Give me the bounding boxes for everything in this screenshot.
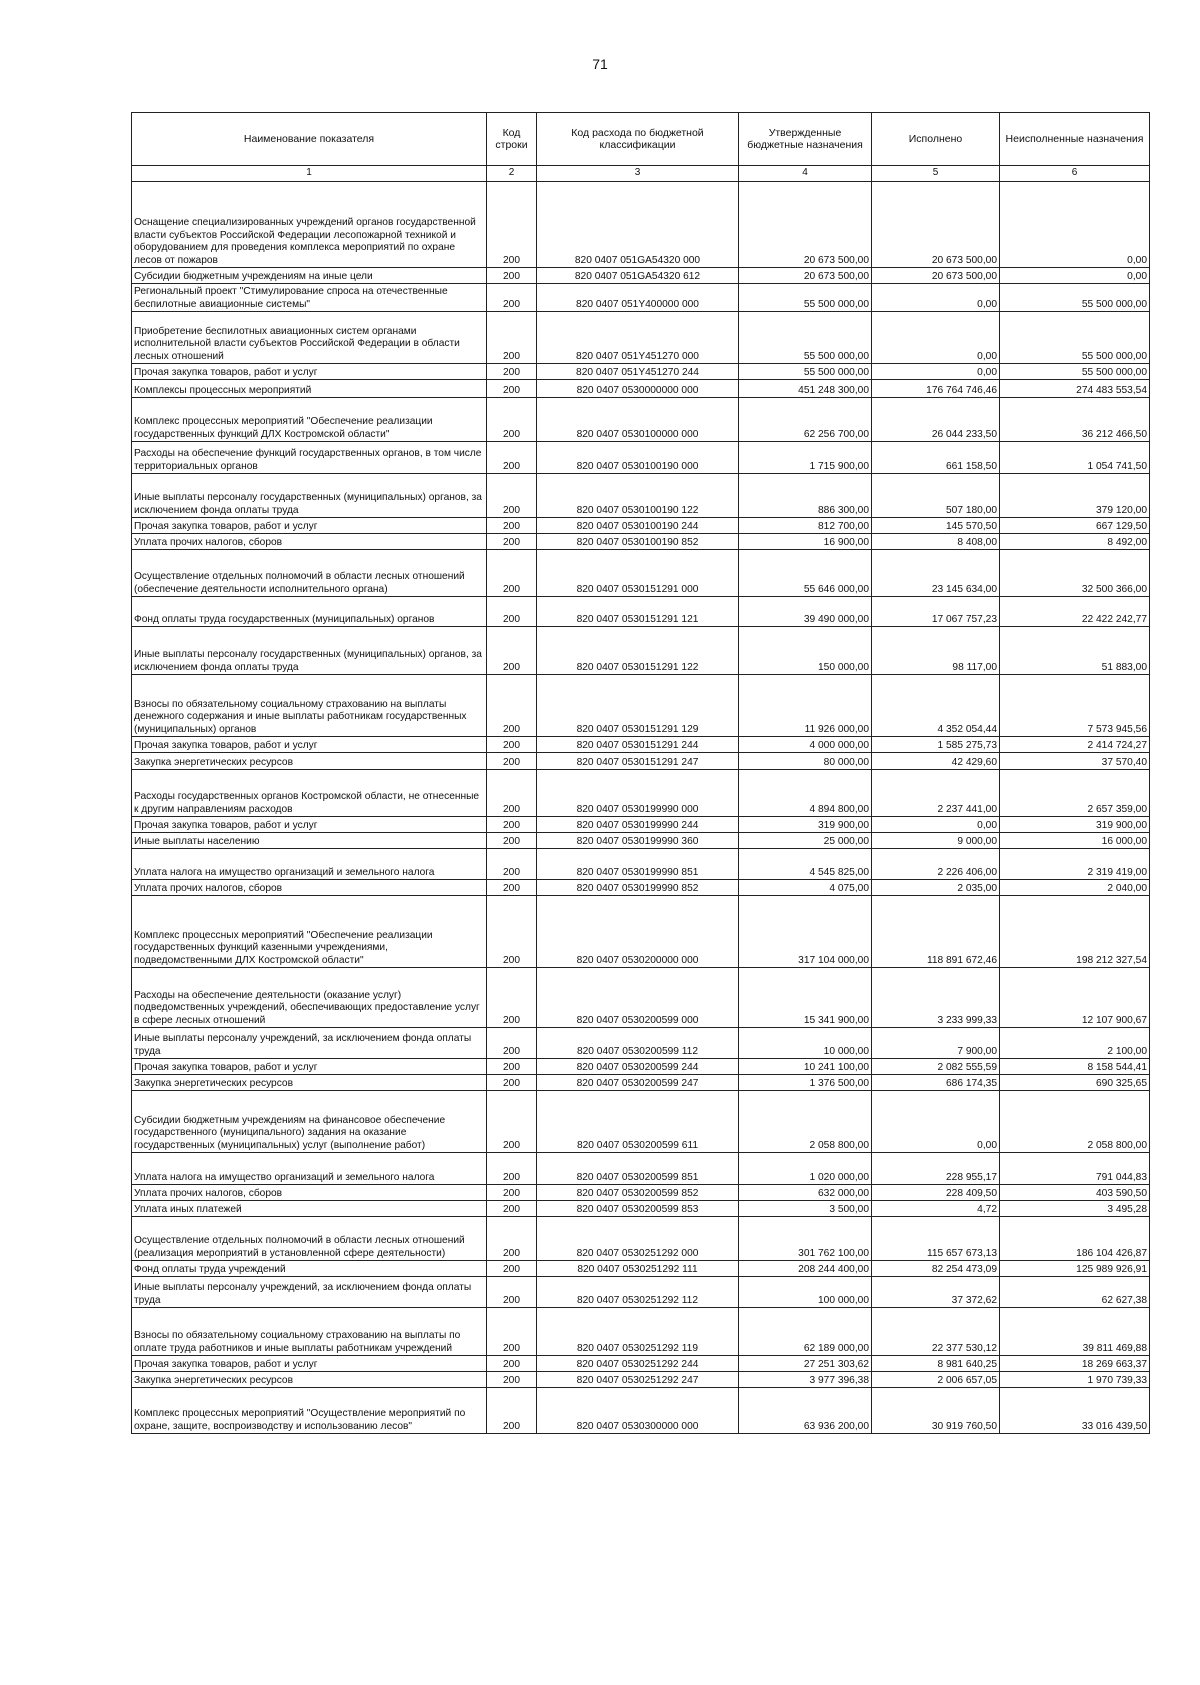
line-code: 200 xyxy=(487,770,537,817)
approved-amount: 812 700,00 xyxy=(739,518,872,534)
approved-amount: 20 673 500,00 xyxy=(739,268,872,284)
table-row xyxy=(132,474,1150,518)
budget-code: 820 0407 0530199990 244 xyxy=(537,817,739,833)
table-row xyxy=(132,817,1150,833)
column-number-row xyxy=(132,166,1150,182)
unexecuted-amount: 8 492,00 xyxy=(1000,534,1150,550)
approved-amount: 301 762 100,00 xyxy=(739,1217,872,1261)
unexecuted-amount: 32 500 366,00 xyxy=(1000,550,1150,597)
line-code: 200 xyxy=(487,1372,537,1388)
unexecuted-amount: 36 212 466,50 xyxy=(1000,398,1150,442)
executed-amount: 2 237 441,00 xyxy=(872,770,1000,817)
unexecuted-amount: 0,00 xyxy=(1000,182,1150,268)
table-row xyxy=(132,968,1150,1028)
table-row xyxy=(132,675,1150,737)
budget-code: 820 0407 051Y400000 000 xyxy=(537,284,739,312)
indicator-name: Прочая закупка товаров, работ и услуг xyxy=(132,1059,487,1075)
line-code: 200 xyxy=(487,550,537,597)
line-code: 200 xyxy=(487,1277,537,1308)
budget-code: 820 0407 0530200599 851 xyxy=(537,1153,739,1185)
column-number: 6 xyxy=(1000,166,1150,182)
budget-code: 820 0407 0530200599 853 xyxy=(537,1201,739,1217)
budget-code: 820 0407 051Y451270 000 xyxy=(537,312,739,364)
approved-amount: 10 000,00 xyxy=(739,1028,872,1059)
budget-code: 820 0407 0530151291 121 xyxy=(537,597,739,627)
approved-amount: 100 000,00 xyxy=(739,1277,872,1308)
table-row xyxy=(132,1153,1150,1185)
executed-amount: 507 180,00 xyxy=(872,474,1000,518)
table-row xyxy=(132,534,1150,550)
budget-code: 820 0407 0530151291 000 xyxy=(537,550,739,597)
indicator-name: Осуществление отдельных полномочий в области лесных отношений (обеспечение деятельности исполнительного органа) xyxy=(132,550,487,597)
approved-amount: 20 673 500,00 xyxy=(739,182,872,268)
executed-amount: 4 352 054,44 xyxy=(872,675,1000,737)
budget-code: 820 0407 051GA54320 000 xyxy=(537,182,739,268)
table-row xyxy=(132,833,1150,849)
approved-amount: 16 900,00 xyxy=(739,534,872,550)
unexecuted-amount: 37 570,40 xyxy=(1000,753,1150,770)
budget-code: 820 0407 051Y451270 244 xyxy=(537,364,739,380)
line-code: 200 xyxy=(487,737,537,753)
budget-code: 820 0407 0530151291 244 xyxy=(537,737,739,753)
approved-amount: 3 500,00 xyxy=(739,1201,872,1217)
indicator-name: Иные выплаты персоналу государственных (муниципальных) органов, за исключением фонда оплаты труда xyxy=(132,474,487,518)
approved-amount: 1 020 000,00 xyxy=(739,1153,872,1185)
approved-amount: 80 000,00 xyxy=(739,753,872,770)
line-code: 200 xyxy=(487,1217,537,1261)
indicator-name: Взносы по обязательному социальному страхованию на выплаты по оплате труда работников и иные выплаты работникам учреждений xyxy=(132,1308,487,1356)
executed-amount: 0,00 xyxy=(872,284,1000,312)
line-code: 200 xyxy=(487,1185,537,1201)
indicator-name: Субсидии бюджетным учреждениям на финансовое обеспечение государственного (муниципального) задания на оказание государственных (муниципальных) услуг (выполнение работ) xyxy=(132,1091,487,1153)
column-header: Наименование показателя xyxy=(132,113,487,166)
unexecuted-amount: 186 104 426,87 xyxy=(1000,1217,1150,1261)
approved-amount: 886 300,00 xyxy=(739,474,872,518)
indicator-name: Субсидии бюджетным учреждениям на иные цели xyxy=(132,268,487,284)
budget-code: 820 0407 051GA54320 612 xyxy=(537,268,739,284)
budget-code: 820 0407 0530100190 244 xyxy=(537,518,739,534)
table-row xyxy=(132,364,1150,380)
approved-amount: 11 926 000,00 xyxy=(739,675,872,737)
executed-amount: 661 158,50 xyxy=(872,442,1000,474)
indicator-name: Приобретение беспилотных авиационных систем органами исполнительной власти субъектов Российской Федерации в области лесных отношений xyxy=(132,312,487,364)
unexecuted-amount: 319 900,00 xyxy=(1000,817,1150,833)
executed-amount: 0,00 xyxy=(872,312,1000,364)
executed-amount: 228 409,50 xyxy=(872,1185,1000,1201)
unexecuted-amount: 7 573 945,56 xyxy=(1000,675,1150,737)
line-code: 200 xyxy=(487,1261,537,1277)
indicator-name: Уплата налога на имущество организаций и земельного налога xyxy=(132,849,487,880)
page-number: 71 xyxy=(592,56,608,72)
line-code: 200 xyxy=(487,1075,537,1091)
indicator-name: Прочая закупка товаров, работ и услуг xyxy=(132,518,487,534)
line-code: 200 xyxy=(487,182,537,268)
line-code: 200 xyxy=(487,284,537,312)
executed-amount: 17 067 757,23 xyxy=(872,597,1000,627)
line-code: 200 xyxy=(487,833,537,849)
unexecuted-amount: 1 054 741,50 xyxy=(1000,442,1150,474)
line-code: 200 xyxy=(487,364,537,380)
line-code: 200 xyxy=(487,442,537,474)
indicator-name: Фонд оплаты труда государственных (муниципальных) органов xyxy=(132,597,487,627)
budget-code: 820 0407 0530100190 122 xyxy=(537,474,739,518)
executed-amount: 2 082 555,59 xyxy=(872,1059,1000,1075)
column-number: 5 xyxy=(872,166,1000,182)
approved-amount: 4 894 800,00 xyxy=(739,770,872,817)
indicator-name: Комплекс процессных мероприятий "Обеспечение реализации государственных функций ДЛХ Костромской области" xyxy=(132,398,487,442)
approved-amount: 208 244 400,00 xyxy=(739,1261,872,1277)
executed-amount: 115 657 673,13 xyxy=(872,1217,1000,1261)
table-row xyxy=(132,380,1150,398)
budget-code: 820 0407 0530100190 852 xyxy=(537,534,739,550)
line-code: 200 xyxy=(487,398,537,442)
approved-amount: 1 715 900,00 xyxy=(739,442,872,474)
line-code: 200 xyxy=(487,1153,537,1185)
table-row xyxy=(132,1388,1150,1434)
table-row xyxy=(132,1308,1150,1356)
executed-amount: 42 429,60 xyxy=(872,753,1000,770)
table-body xyxy=(132,182,1150,1434)
table-row xyxy=(132,753,1150,770)
column-header: Код расхода по бюджетной классификации xyxy=(537,113,739,166)
indicator-name: Уплата иных платежей xyxy=(132,1201,487,1217)
executed-amount: 0,00 xyxy=(872,817,1000,833)
line-code: 200 xyxy=(487,380,537,398)
budget-code: 820 0407 0530251292 111 xyxy=(537,1261,739,1277)
executed-amount: 1 585 275,73 xyxy=(872,737,1000,753)
executed-amount: 145 570,50 xyxy=(872,518,1000,534)
approved-amount: 451 248 300,00 xyxy=(739,380,872,398)
line-code: 200 xyxy=(487,849,537,880)
line-code: 200 xyxy=(487,1028,537,1059)
line-code: 200 xyxy=(487,518,537,534)
unexecuted-amount: 2 100,00 xyxy=(1000,1028,1150,1059)
approved-amount: 55 646 000,00 xyxy=(739,550,872,597)
line-code: 200 xyxy=(487,474,537,518)
unexecuted-amount: 55 500 000,00 xyxy=(1000,312,1150,364)
executed-amount: 23 145 634,00 xyxy=(872,550,1000,597)
indicator-name: Прочая закупка товаров, работ и услуг xyxy=(132,1356,487,1372)
unexecuted-amount: 667 129,50 xyxy=(1000,518,1150,534)
table-row xyxy=(132,1372,1150,1388)
line-code: 200 xyxy=(487,1091,537,1153)
line-code: 200 xyxy=(487,968,537,1028)
approved-amount: 39 490 000,00 xyxy=(739,597,872,627)
unexecuted-amount: 62 627,38 xyxy=(1000,1277,1150,1308)
budget-code: 820 0407 0530251292 000 xyxy=(537,1217,739,1261)
approved-amount: 62 189 000,00 xyxy=(739,1308,872,1356)
unexecuted-amount: 16 000,00 xyxy=(1000,833,1150,849)
indicator-name: Иные выплаты персоналу государственных (муниципальных) органов, за исключением фонда оплаты труда xyxy=(132,627,487,675)
approved-amount: 4 075,00 xyxy=(739,880,872,896)
executed-amount: 2 035,00 xyxy=(872,880,1000,896)
unexecuted-amount: 51 883,00 xyxy=(1000,627,1150,675)
table-row xyxy=(132,1356,1150,1372)
budget-code: 820 0407 0530100190 000 xyxy=(537,442,739,474)
table-row xyxy=(132,1185,1150,1201)
line-code: 200 xyxy=(487,597,537,627)
indicator-name: Иные выплаты населению xyxy=(132,833,487,849)
line-code: 200 xyxy=(487,675,537,737)
budget-code: 820 0407 0530251292 247 xyxy=(537,1372,739,1388)
unexecuted-amount: 379 120,00 xyxy=(1000,474,1150,518)
indicator-name: Уплата прочих налогов, сборов xyxy=(132,880,487,896)
indicator-name: Расходы на обеспечение деятельности (оказание услуг) подведомственных учреждений, обеспечивающих предоставление услуг в сфере лесных отношений xyxy=(132,968,487,1028)
indicator-name: Фонд оплаты труда учреждений xyxy=(132,1261,487,1277)
indicator-name: Комплекс процессных мероприятий "Осуществление мероприятий по охране, защите, воспроизводству и использованию лесов" xyxy=(132,1388,487,1434)
unexecuted-amount: 33 016 439,50 xyxy=(1000,1388,1150,1434)
executed-amount: 9 000,00 xyxy=(872,833,1000,849)
indicator-name: Закупка энергетических ресурсов xyxy=(132,1372,487,1388)
budget-code: 820 0407 0530251292 244 xyxy=(537,1356,739,1372)
executed-amount: 8 981 640,25 xyxy=(872,1356,1000,1372)
indicator-name: Прочая закупка товаров, работ и услуг xyxy=(132,817,487,833)
column-header: Неисполненные назначения xyxy=(1000,113,1150,166)
approved-amount: 27 251 303,62 xyxy=(739,1356,872,1372)
line-code: 200 xyxy=(487,1388,537,1434)
indicator-name: Комплексы процессных мероприятий xyxy=(132,380,487,398)
budget-code: 820 0407 0530200599 247 xyxy=(537,1075,739,1091)
approved-amount: 317 104 000,00 xyxy=(739,896,872,968)
executed-amount: 20 673 500,00 xyxy=(872,268,1000,284)
budget-code: 820 0407 0530251292 112 xyxy=(537,1277,739,1308)
unexecuted-amount: 791 044,83 xyxy=(1000,1153,1150,1185)
executed-amount: 20 673 500,00 xyxy=(872,182,1000,268)
approved-amount: 62 256 700,00 xyxy=(739,398,872,442)
line-code: 200 xyxy=(487,880,537,896)
column-number: 3 xyxy=(537,166,739,182)
budget-code: 820 0407 0530200599 112 xyxy=(537,1028,739,1059)
column-header: Код строки xyxy=(487,113,537,166)
table-row xyxy=(132,597,1150,627)
table-row xyxy=(132,398,1150,442)
approved-amount: 4 000 000,00 xyxy=(739,737,872,753)
unexecuted-amount: 55 500 000,00 xyxy=(1000,364,1150,380)
executed-amount: 3 233 999,33 xyxy=(872,968,1000,1028)
unexecuted-amount: 2 657 359,00 xyxy=(1000,770,1150,817)
budget-code: 820 0407 0530200000 000 xyxy=(537,896,739,968)
table-row xyxy=(132,1075,1150,1091)
indicator-name: Уплата налога на имущество организаций и земельного налога xyxy=(132,1153,487,1185)
executed-amount: 22 377 530,12 xyxy=(872,1308,1000,1356)
indicator-name: Расходы государственных органов Костромской области, не отнесенные к другим направлениям расходов xyxy=(132,770,487,817)
line-code: 200 xyxy=(487,753,537,770)
executed-amount: 7 900,00 xyxy=(872,1028,1000,1059)
column-header: Утвержденные бюджетные назначения xyxy=(739,113,872,166)
column-number: 1 xyxy=(132,166,487,182)
executed-amount: 0,00 xyxy=(872,364,1000,380)
unexecuted-amount: 198 212 327,54 xyxy=(1000,896,1150,968)
line-code: 200 xyxy=(487,268,537,284)
indicator-name: Оснащение специализированных учреждений органов государственной власти субъектов Российской Федерации лесопожарной техникой и оборудованием для проведения комплекса мероприятий по охране лесов от пожаров xyxy=(132,182,487,268)
table-row xyxy=(132,1277,1150,1308)
indicator-name: Взносы по обязательному социальному страхованию на выплаты денежного содержания и иные выплаты работникам государственных (муниципальных) органов xyxy=(132,675,487,737)
unexecuted-amount: 18 269 663,37 xyxy=(1000,1356,1150,1372)
approved-amount: 150 000,00 xyxy=(739,627,872,675)
unexecuted-amount: 1 970 739,33 xyxy=(1000,1372,1150,1388)
budget-code: 820 0407 0530100000 000 xyxy=(537,398,739,442)
approved-amount: 1 376 500,00 xyxy=(739,1075,872,1091)
approved-amount: 55 500 000,00 xyxy=(739,284,872,312)
budget-code: 820 0407 0530199990 851 xyxy=(537,849,739,880)
budget-code: 820 0407 0530300000 000 xyxy=(537,1388,739,1434)
line-code: 200 xyxy=(487,1308,537,1356)
indicator-name: Комплекс процессных мероприятий "Обеспечение реализации государственных функций казенными учреждениями, подведомственными ДЛХ Костромской области" xyxy=(132,896,487,968)
indicator-name: Иные выплаты персоналу учреждений, за исключением фонда оплаты труда xyxy=(132,1028,487,1059)
executed-amount: 2 226 406,00 xyxy=(872,849,1000,880)
executed-amount: 4,72 xyxy=(872,1201,1000,1217)
table-row xyxy=(132,770,1150,817)
unexecuted-amount: 0,00 xyxy=(1000,268,1150,284)
table-row xyxy=(132,518,1150,534)
executed-amount: 0,00 xyxy=(872,1091,1000,1153)
indicator-name: Региональный проект "Стимулирование спроса на отечественные беспилотные авиационные системы" xyxy=(132,284,487,312)
table-row xyxy=(132,284,1150,312)
budget-code: 820 0407 0530200599 000 xyxy=(537,968,739,1028)
line-code: 200 xyxy=(487,1059,537,1075)
header-row xyxy=(132,113,1150,166)
table-row xyxy=(132,880,1150,896)
budget-code: 820 0407 0530151291 129 xyxy=(537,675,739,737)
budget-code: 820 0407 0530200599 611 xyxy=(537,1091,739,1153)
approved-amount: 15 341 900,00 xyxy=(739,968,872,1028)
line-code: 200 xyxy=(487,1201,537,1217)
budget-code: 820 0407 0530199990 000 xyxy=(537,770,739,817)
line-code: 200 xyxy=(487,896,537,968)
table-row xyxy=(132,1217,1150,1261)
table-row xyxy=(132,1028,1150,1059)
indicator-name: Прочая закупка товаров, работ и услуг xyxy=(132,737,487,753)
unexecuted-amount: 2 058 800,00 xyxy=(1000,1091,1150,1153)
unexecuted-amount: 2 414 724,27 xyxy=(1000,737,1150,753)
indicator-name: Уплата прочих налогов, сборов xyxy=(132,1185,487,1201)
approved-amount: 3 977 396,38 xyxy=(739,1372,872,1388)
budget-execution-table xyxy=(131,112,1150,1434)
indicator-name: Расходы на обеспечение функций государственных органов, в том числе территориальных органов xyxy=(132,442,487,474)
budget-code: 820 0407 0530200599 852 xyxy=(537,1185,739,1201)
table-row xyxy=(132,550,1150,597)
indicator-name: Закупка энергетических ресурсов xyxy=(132,753,487,770)
unexecuted-amount: 39 811 469,88 xyxy=(1000,1308,1150,1356)
indicator-name: Иные выплаты персоналу учреждений, за исключением фонда оплаты труда xyxy=(132,1277,487,1308)
approved-amount: 2 058 800,00 xyxy=(739,1091,872,1153)
column-number: 2 xyxy=(487,166,537,182)
budget-code: 820 0407 0530000000 000 xyxy=(537,380,739,398)
executed-amount: 82 254 473,09 xyxy=(872,1261,1000,1277)
table-row xyxy=(132,737,1150,753)
table-row xyxy=(132,268,1150,284)
column-header: Исполнено xyxy=(872,113,1000,166)
approved-amount: 10 241 100,00 xyxy=(739,1059,872,1075)
approved-amount: 319 900,00 xyxy=(739,817,872,833)
table-row xyxy=(132,1059,1150,1075)
executed-amount: 686 174,35 xyxy=(872,1075,1000,1091)
table-row xyxy=(132,1261,1150,1277)
line-code: 200 xyxy=(487,817,537,833)
executed-amount: 37 372,62 xyxy=(872,1277,1000,1308)
unexecuted-amount: 690 325,65 xyxy=(1000,1075,1150,1091)
approved-amount: 25 000,00 xyxy=(739,833,872,849)
budget-code: 820 0407 0530151291 122 xyxy=(537,627,739,675)
approved-amount: 4 545 825,00 xyxy=(739,849,872,880)
column-number: 4 xyxy=(739,166,872,182)
approved-amount: 632 000,00 xyxy=(739,1185,872,1201)
executed-amount: 176 764 746,46 xyxy=(872,380,1000,398)
approved-amount: 63 936 200,00 xyxy=(739,1388,872,1434)
indicator-name: Уплата прочих налогов, сборов xyxy=(132,534,487,550)
unexecuted-amount: 12 107 900,67 xyxy=(1000,968,1150,1028)
table-row xyxy=(132,1091,1150,1153)
table-row xyxy=(132,182,1150,268)
executed-amount: 118 891 672,46 xyxy=(872,896,1000,968)
line-code: 200 xyxy=(487,627,537,675)
unexecuted-amount: 55 500 000,00 xyxy=(1000,284,1150,312)
budget-code: 820 0407 0530251292 119 xyxy=(537,1308,739,1356)
executed-amount: 26 044 233,50 xyxy=(872,398,1000,442)
budget-code: 820 0407 0530199990 852 xyxy=(537,880,739,896)
unexecuted-amount: 22 422 242,77 xyxy=(1000,597,1150,627)
unexecuted-amount: 274 483 553,54 xyxy=(1000,380,1150,398)
indicator-name: Прочая закупка товаров, работ и услуг xyxy=(132,364,487,380)
line-code: 200 xyxy=(487,534,537,550)
line-code: 200 xyxy=(487,1356,537,1372)
approved-amount: 55 500 000,00 xyxy=(739,312,872,364)
executed-amount: 2 006 657,05 xyxy=(872,1372,1000,1388)
budget-code: 820 0407 0530200599 244 xyxy=(537,1059,739,1075)
unexecuted-amount: 2 319 419,00 xyxy=(1000,849,1150,880)
executed-amount: 8 408,00 xyxy=(872,534,1000,550)
indicator-name: Закупка энергетических ресурсов xyxy=(132,1075,487,1091)
indicator-name: Осуществление отдельных полномочий в области лесных отношений (реализация мероприятий в установленной сфере деятельности) xyxy=(132,1217,487,1261)
table-row xyxy=(132,627,1150,675)
unexecuted-amount: 3 495,28 xyxy=(1000,1201,1150,1217)
executed-amount: 30 919 760,50 xyxy=(872,1388,1000,1434)
table-row xyxy=(132,442,1150,474)
executed-amount: 98 117,00 xyxy=(872,627,1000,675)
table-row xyxy=(132,849,1150,880)
unexecuted-amount: 403 590,50 xyxy=(1000,1185,1150,1201)
budget-code: 820 0407 0530199990 360 xyxy=(537,833,739,849)
approved-amount: 55 500 000,00 xyxy=(739,364,872,380)
table-row xyxy=(132,896,1150,968)
executed-amount: 228 955,17 xyxy=(872,1153,1000,1185)
table-row xyxy=(132,312,1150,364)
unexecuted-amount: 2 040,00 xyxy=(1000,880,1150,896)
line-code: 200 xyxy=(487,312,537,364)
budget-code: 820 0407 0530151291 247 xyxy=(537,753,739,770)
table-row xyxy=(132,1201,1150,1217)
unexecuted-amount: 8 158 544,41 xyxy=(1000,1059,1150,1075)
unexecuted-amount: 125 989 926,91 xyxy=(1000,1261,1150,1277)
